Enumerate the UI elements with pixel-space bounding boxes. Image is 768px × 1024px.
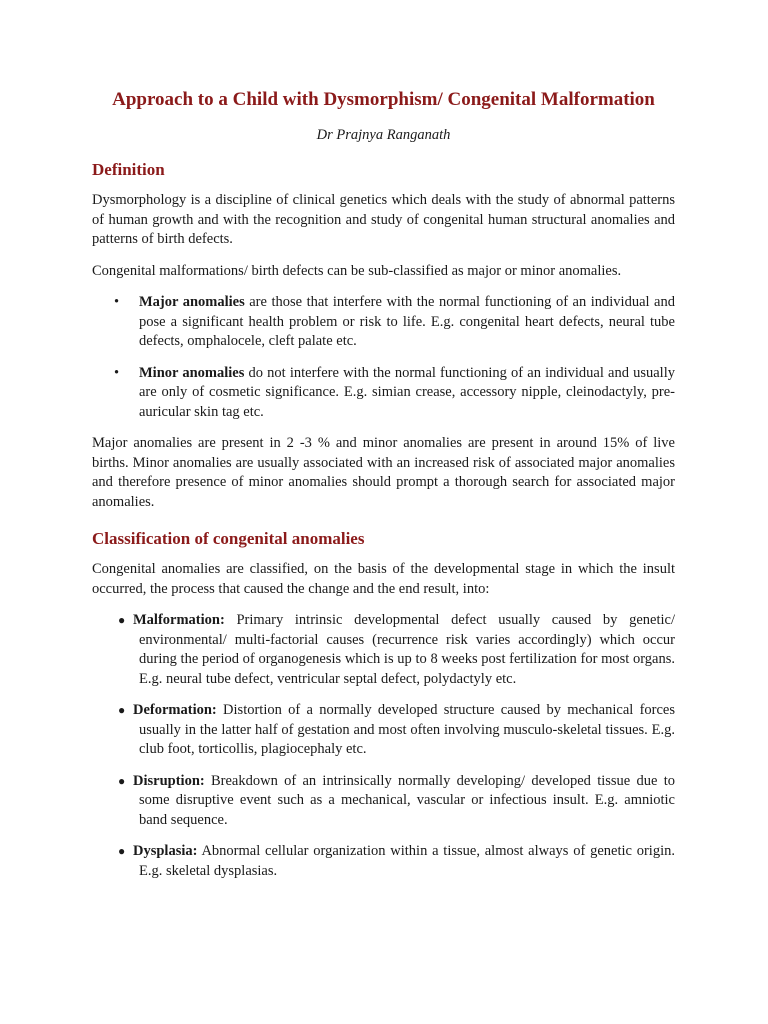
list-item-term: Minor anomalies	[139, 364, 245, 381]
list-item-term: Dysplasia:	[133, 843, 198, 859]
bullet-icon: ●	[118, 703, 126, 717]
list-item-text: Breakdown of an intrinsically normally developing/ developed tissue due to some disruptive event such as a mechanical, vascular or infectious insult. E.g. amniotic band sequence.	[139, 772, 675, 828]
list-item-term: Disruption:	[133, 772, 205, 789]
section-heading-classification: Classification of congenital anomalies	[92, 529, 365, 548]
list-item-term: Deformation:	[133, 702, 217, 718]
bullet-icon: ●	[118, 613, 126, 627]
list-item	[92, 364, 675, 423]
document-content	[92, 86, 675, 881]
list-item-term: Malformation:	[133, 612, 225, 628]
list-item	[92, 701, 675, 760]
list-item-text: Distortion of a normally developed structure caused by mechanical forces usually in the latter half of gestation and most often involving musculo-skeletal tissues. E.g. club foot, torticollis, plagiocephaly etc.	[139, 702, 675, 757]
definition-paragraph-1: Dysmorphology is a discipline of clinical genetics which deals with the study of abnormal patterns of human growth and with the recognition and study of congenital human structural anomalies and patterns of birth defects.	[92, 192, 675, 247]
bullet-icon: •	[114, 294, 120, 310]
document-title: Approach to a Child with Dysmorphism/ Congenital Malformation	[112, 89, 655, 110]
list-item-term: Major anomalies	[139, 294, 245, 310]
anomaly-types-list	[92, 293, 675, 422]
bullet-icon: •	[114, 364, 120, 381]
list-item-text: Primary intrinsic developmental defect usually caused by genetic/ environmental/ multi-factorial causes (recurrence risk varies accordingly) which occur during the period of organogenesis which is up to 8 weeks post fertilization for most organs. E.g. neural tube defect, ventricular septal defect, polydactyly etc.	[139, 612, 675, 687]
document-author: Dr Prajnya Ranganath	[316, 127, 451, 143]
classification-list	[92, 611, 675, 881]
definition-paragraph-2: Congenital malformations/ birth defects can be sub-classified as major or minor anomalies.	[92, 262, 622, 279]
list-item	[92, 293, 675, 352]
list-item	[92, 772, 675, 831]
list-item-text: Abnormal cellular organization within a tissue, almost always of genetic origin. E.g. skeletal dysplasias.	[139, 843, 675, 879]
list-item	[92, 611, 675, 689]
section-heading-definition: Definition	[92, 160, 165, 179]
list-item-text: do not interfere with the normal functioning of an individual and usually are only of cosmetic significance. E.g. simian crease, accessory nipple, cleinodactyly, pre-auricular skin tag etc.	[139, 364, 675, 420]
list-item-text: are those that interfere with the normal functioning of an individual and pose a significant health problem or risk to life. E.g. congenital heart defects, neural tube defects, omphalocele, cleft palate etc.	[139, 294, 675, 349]
classification-paragraph-1: Congenital anomalies are classified, on the basis of the developmental stage in which the insult occurred, the process that caused the change and the end result, into:	[92, 561, 675, 597]
definition-paragraph-3: Major anomalies are present in 2 -3 % and minor anomalies are present in around 15% of live births. Minor anomalies are usually associated with an increased risk of associated major anomalies and therefore presence of minor anomalies should prompt a thorough search for associated major anomalies.	[92, 435, 675, 510]
bullet-icon: ●	[118, 773, 126, 788]
list-item	[92, 842, 675, 881]
bullet-icon: ●	[118, 844, 126, 858]
